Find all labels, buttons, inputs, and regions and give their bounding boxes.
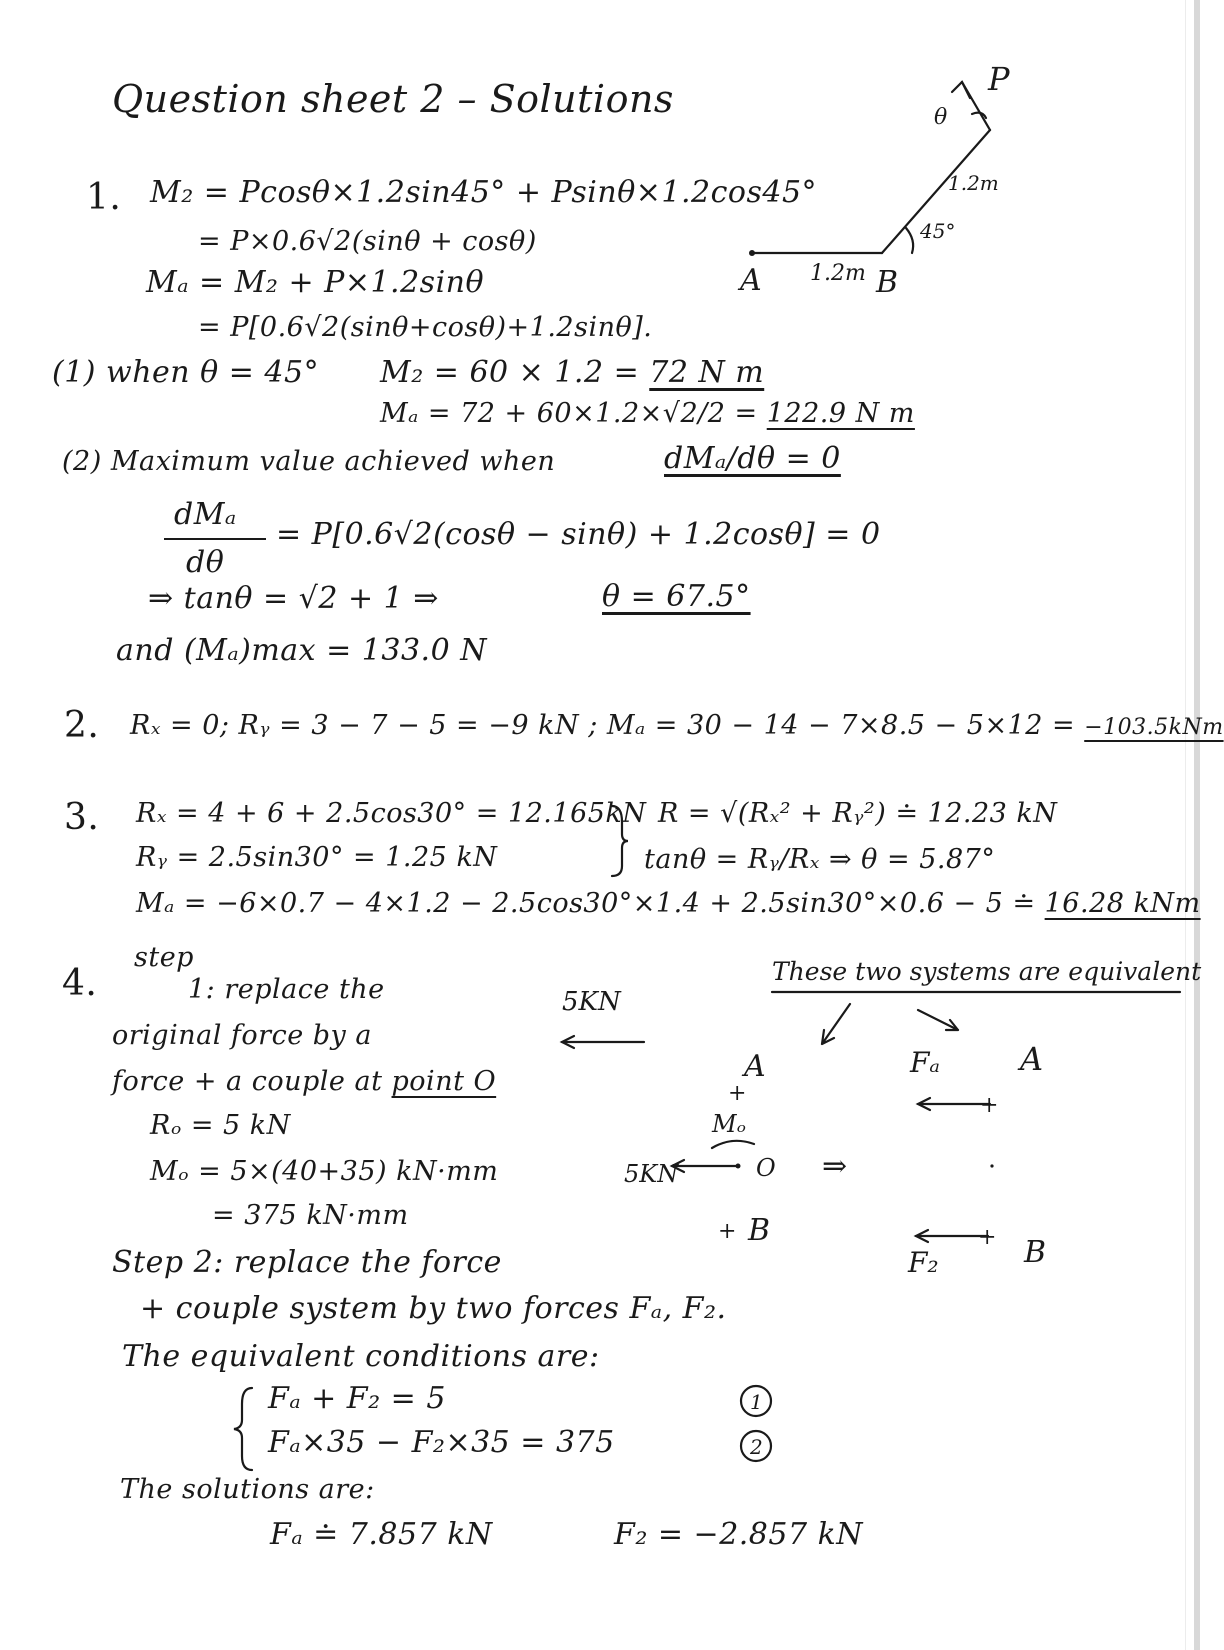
- left-a-label: A: [744, 1049, 766, 1084]
- fa-label: Fₐ: [910, 1046, 940, 1079]
- pointer-arrow-right: [918, 1010, 958, 1030]
- q2-expr: Rₓ = 0; Rᵧ = 3 − 7 − 5 = −9 kN ; Mₐ = 30 − 14 − 7×8.5 − 5×12 =: [130, 710, 1085, 741]
- q3-number: 3.: [64, 797, 100, 838]
- point-b-label: B: [876, 265, 899, 300]
- right-center-dot: [990, 1164, 993, 1167]
- q4-ro: Rₒ = 5 kN: [150, 1110, 291, 1141]
- arm-length-label: 1.2m: [948, 171, 999, 195]
- pointer-arrow-left: [822, 1004, 850, 1044]
- q4-fb-result: F₂ = −2.857 kN: [614, 1517, 864, 1552]
- q1-deriv-numerator: dMₐ: [174, 497, 237, 532]
- q1-part1-ma-expr: Mₐ = 72 + 60×1.2×√2/2 =: [380, 398, 767, 429]
- q1-line3: Mₐ = M₂ + P×1.2sinθ: [146, 265, 485, 300]
- q1-deriv-rhs: = P[0.6√2(cosθ − sinθ) + 1.2cosθ] = 0: [276, 517, 881, 552]
- q3-rx: Rₓ = 4 + 6 + 2.5cos30° = 12.165kN: [136, 798, 647, 829]
- q1-line4: = P[0.6√2(sinθ+cosθ)+1.2sinθ].: [198, 312, 653, 343]
- force-top-label: 5KN: [562, 987, 621, 1017]
- q3-r: R = √(Rₓ² + Rᵧ²) ≐ 12.23 kN: [658, 798, 1058, 829]
- q1-deriv-fraction-bar: [164, 538, 266, 540]
- q4-mo2: = 375 kN·mm: [212, 1200, 409, 1231]
- q4-solutions-intro: The solutions are:: [120, 1474, 375, 1505]
- q1-part1-ma: [380, 400, 915, 427]
- q1-line2: = P×0.6√2(sinθ + cosθ): [198, 226, 537, 257]
- implies-arrow: ⇒: [822, 1149, 848, 1184]
- q1-part1-ma-result: 122.9 N m: [766, 398, 915, 429]
- q4-eq2: Fₐ×35 − F₂×35 = 375: [268, 1425, 615, 1460]
- theta-label: θ: [934, 105, 948, 130]
- right-b-label: B: [1024, 1235, 1047, 1270]
- point-o-label: O: [756, 1154, 776, 1182]
- equivalent-note: These two systems are equivalent: [772, 957, 1202, 986]
- point-o-dot: [736, 1164, 741, 1169]
- q1-part1-mb: [380, 355, 765, 390]
- q1-part1-label: (1) when θ = 45°: [52, 355, 320, 390]
- q4-fa-result: Fₐ ≐ 7.857 kN: [270, 1517, 493, 1552]
- page-title: Question sheet 2 – Solutions: [112, 77, 674, 121]
- left-force-label: 5KN: [624, 1160, 679, 1188]
- q3-ry: Rᵧ = 2.5sin30° = 1.25 kN: [136, 842, 498, 873]
- left-b-label: B: [748, 1213, 771, 1248]
- q4-number: 4.: [62, 963, 98, 1004]
- page-edge: [1194, 0, 1200, 1650]
- theta-arc: [972, 113, 986, 118]
- q3-ma: [136, 890, 1201, 917]
- q4-step2: Step 2: replace the force: [112, 1245, 502, 1280]
- q2-line: [130, 712, 1224, 739]
- q4-eq-tags: [736, 1384, 780, 1474]
- right-a-label: A: [1020, 1040, 1044, 1078]
- q1-max-line: and (Mₐ)max = 133.0 N: [116, 633, 487, 668]
- left-a-plus: +: [728, 1081, 747, 1106]
- q3-ma-result: 16.28 kNm: [1044, 888, 1201, 919]
- q1-part1-mb-result: 72 N m: [649, 355, 765, 390]
- fb-label: F₂: [908, 1246, 939, 1279]
- q4-point-o: point O: [391, 1066, 497, 1097]
- q2-number: 2.: [64, 705, 100, 746]
- equivalent-systems-diagram: [540, 940, 1202, 1280]
- angle-45-label: 45°: [920, 219, 956, 243]
- q4-step1: 1: replace the: [188, 974, 385, 1005]
- q4-step-word: step: [134, 942, 194, 973]
- left-b-plus: +: [718, 1219, 737, 1244]
- q4-step1b: original force by a: [112, 1020, 372, 1051]
- q1-part2-label: (2) Maximum value achieved when: [62, 446, 556, 477]
- q3-brace: [610, 804, 630, 878]
- force-p-label: P: [988, 60, 1010, 98]
- angle-45-arc: [906, 228, 913, 253]
- q2-result: −103.5kNm: [1084, 715, 1224, 740]
- page-edge-line: [1185, 0, 1186, 1650]
- q1-number: 1.: [86, 177, 122, 218]
- q4-step1c-text: force + a couple at: [112, 1066, 383, 1097]
- q4-eq1-tag: 1: [750, 1390, 763, 1414]
- q4-system-brace: [232, 1386, 256, 1472]
- q3-tan: tanθ = Rᵧ/Rₓ ⇒ θ = 5.87°: [644, 844, 996, 875]
- q1-part2-condition: dMₐ/dθ = 0: [664, 441, 841, 476]
- fb-plus: +: [978, 1225, 997, 1250]
- q4-conditions-intro: The equivalent conditions are:: [122, 1339, 600, 1374]
- q3-ma-expr: Mₐ = −6×0.7 − 4×1.2 − 2.5cos30°×1.4 + 2.5sin30°×0.6 − 5 ≐: [136, 888, 1045, 919]
- point-a-label: A: [740, 263, 762, 298]
- q4-eq2-tag: 2: [750, 1435, 763, 1459]
- q1-part1-mb-expr: M₂ = 60 × 1.2 =: [380, 355, 650, 390]
- q1-line1: M₂ = Pcosθ×1.2sin45° + Psinθ×1.2cos45°: [150, 175, 818, 210]
- q4-mo: Mₒ = 5×(40+35) kN·mm: [150, 1156, 499, 1187]
- q1-theta-result: θ = 67.5°: [602, 579, 751, 614]
- fa-plus: +: [980, 1093, 999, 1118]
- q1-deriv-denominator: dθ: [186, 545, 225, 580]
- couple-arc: [712, 1141, 754, 1148]
- q1-tan-line: ⇒ tanθ = √2 + 1 ⇒: [148, 581, 439, 616]
- q4-eq1: Fₐ + F₂ = 5: [268, 1381, 446, 1416]
- point-a-dot: [749, 250, 755, 256]
- q4-step2b: + couple system by two forces Fₐ, F₂.: [140, 1291, 727, 1326]
- q4-step1c: [112, 1068, 496, 1095]
- ab-length-label: 1.2m: [810, 261, 866, 286]
- mo-label: Mₒ: [712, 1110, 746, 1138]
